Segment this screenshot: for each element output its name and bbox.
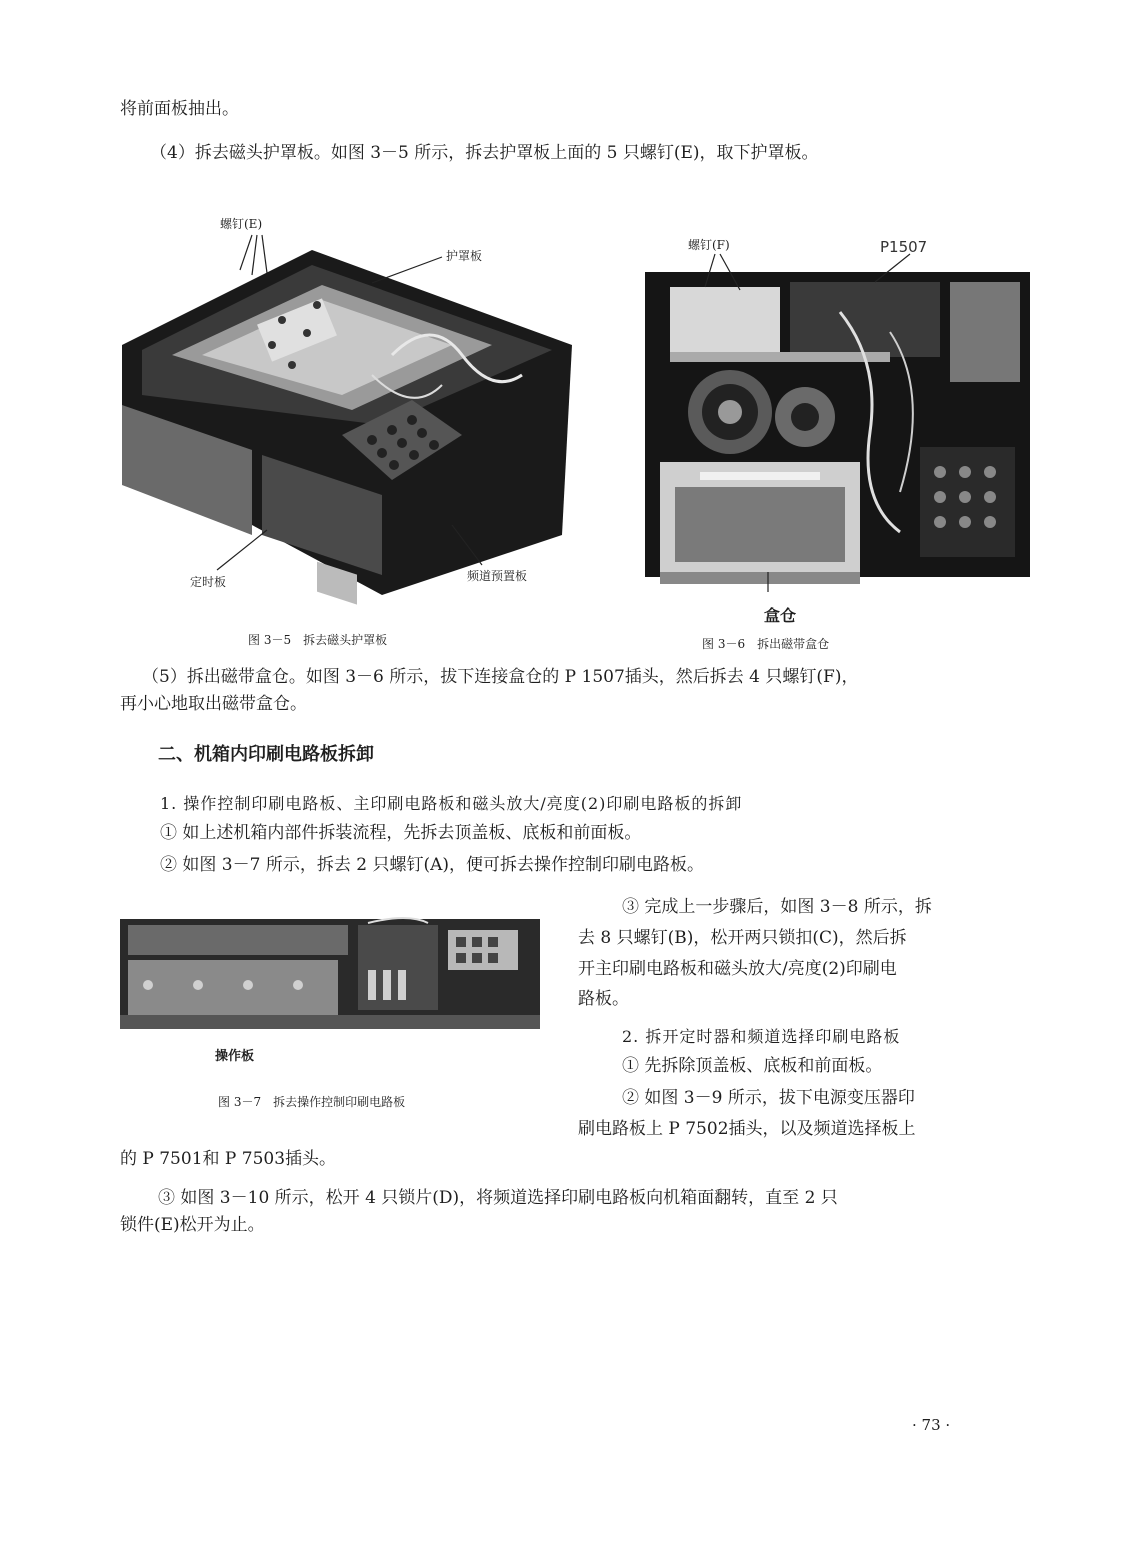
- figure-3-5-photo: [112, 205, 582, 605]
- label-timer-board: 定时板: [190, 575, 227, 589]
- label-channel-board: 频道预置板: [467, 569, 528, 583]
- item-2-step-2-line2: 刷电路板上 P 7502插头，以及频道选择板上: [578, 1119, 916, 1139]
- figure-3-6-photo: [640, 232, 1035, 632]
- item-2-step-3-line1: ③ 如图 3－10 所示，松开 4 只锁片(D)，将频道选择印刷电路板向机箱面翻转，直至 2 只: [158, 1188, 838, 1208]
- item-1-title: 1. 操作控制印刷电路板、主印刷电路板和磁头放大/亮度(2)印刷电路板的拆卸: [160, 794, 743, 813]
- label-cover-plate: 护罩板: [446, 249, 483, 263]
- item-2-step-2-line1: ② 如图 3－9 所示，拔下电源变压器印: [622, 1088, 915, 1108]
- paragraph-step-5-line2: 再小心地取出磁带盒仓。: [120, 694, 307, 714]
- section-heading: 二、机箱内印刷电路板拆卸: [158, 744, 374, 765]
- label-cassette: 盒仓: [764, 606, 797, 625]
- figure-3-5-caption: 图 3－5 拆去磁头护罩板: [248, 633, 388, 647]
- item-2-title: 2. 拆开定时器和频道选择印刷电路板: [622, 1027, 901, 1046]
- item-1-step-3-line4: 路板。: [578, 989, 629, 1009]
- paragraph-step-5-line1: （5）拆出磁带盒仓。如图 3－6 所示，拔下连接盒仓的 P 1507插头，然后拆去 4 只螺钉(F)，: [142, 667, 859, 687]
- item-2-step-3-line2: 锁件(E)松开为止。: [120, 1215, 265, 1235]
- paragraph-continuation: 将前面板抽出。: [120, 99, 239, 119]
- item-1-step-1: ① 如上述机箱内部件拆装流程，先拆去顶盖板、底板和前面板。: [160, 823, 642, 843]
- label-screw-e: 螺钉(E): [220, 217, 263, 231]
- item-2-step-1: ① 先拆除顶盖板、底板和前面板。: [622, 1056, 883, 1076]
- item-1-step-3-line3: 开主印刷电路板和磁头放大/亮度(2)印刷电: [578, 959, 897, 979]
- paragraph-step-4: （4）拆去磁头护罩板。如图 3－5 所示，拆去护罩板上面的 5 只螺钉(E)，取下护罩板。: [150, 143, 819, 163]
- page-number: · 73 ·: [912, 1416, 951, 1434]
- figure-3-7-caption: 图 3－7 拆去操作控制印刷电路板: [218, 1095, 406, 1109]
- item-2-step-2-line3: 的 P 7501和 P 7503插头。: [120, 1149, 337, 1169]
- item-1-step-3-line1: ③ 完成上一步骤后，如图 3－8 所示，拆: [622, 897, 932, 917]
- figure-3-7-photo: [118, 915, 543, 1035]
- item-1-step-3-line2: 去 8 只螺钉(B)，松开两只锁扣(C)，然后拆: [578, 928, 907, 948]
- item-1-step-2: ② 如图 3－7 所示，拆去 2 只螺钉(A)，便可拆去操作控制印刷电路板。: [160, 855, 705, 875]
- label-screw-f: 螺钉(F): [688, 238, 730, 252]
- label-operation-board: 操作板: [215, 1049, 255, 1064]
- figure-3-6-caption: 图 3－6 拆出磁带盒仓: [702, 637, 830, 651]
- label-p1507: P1507: [880, 238, 928, 256]
